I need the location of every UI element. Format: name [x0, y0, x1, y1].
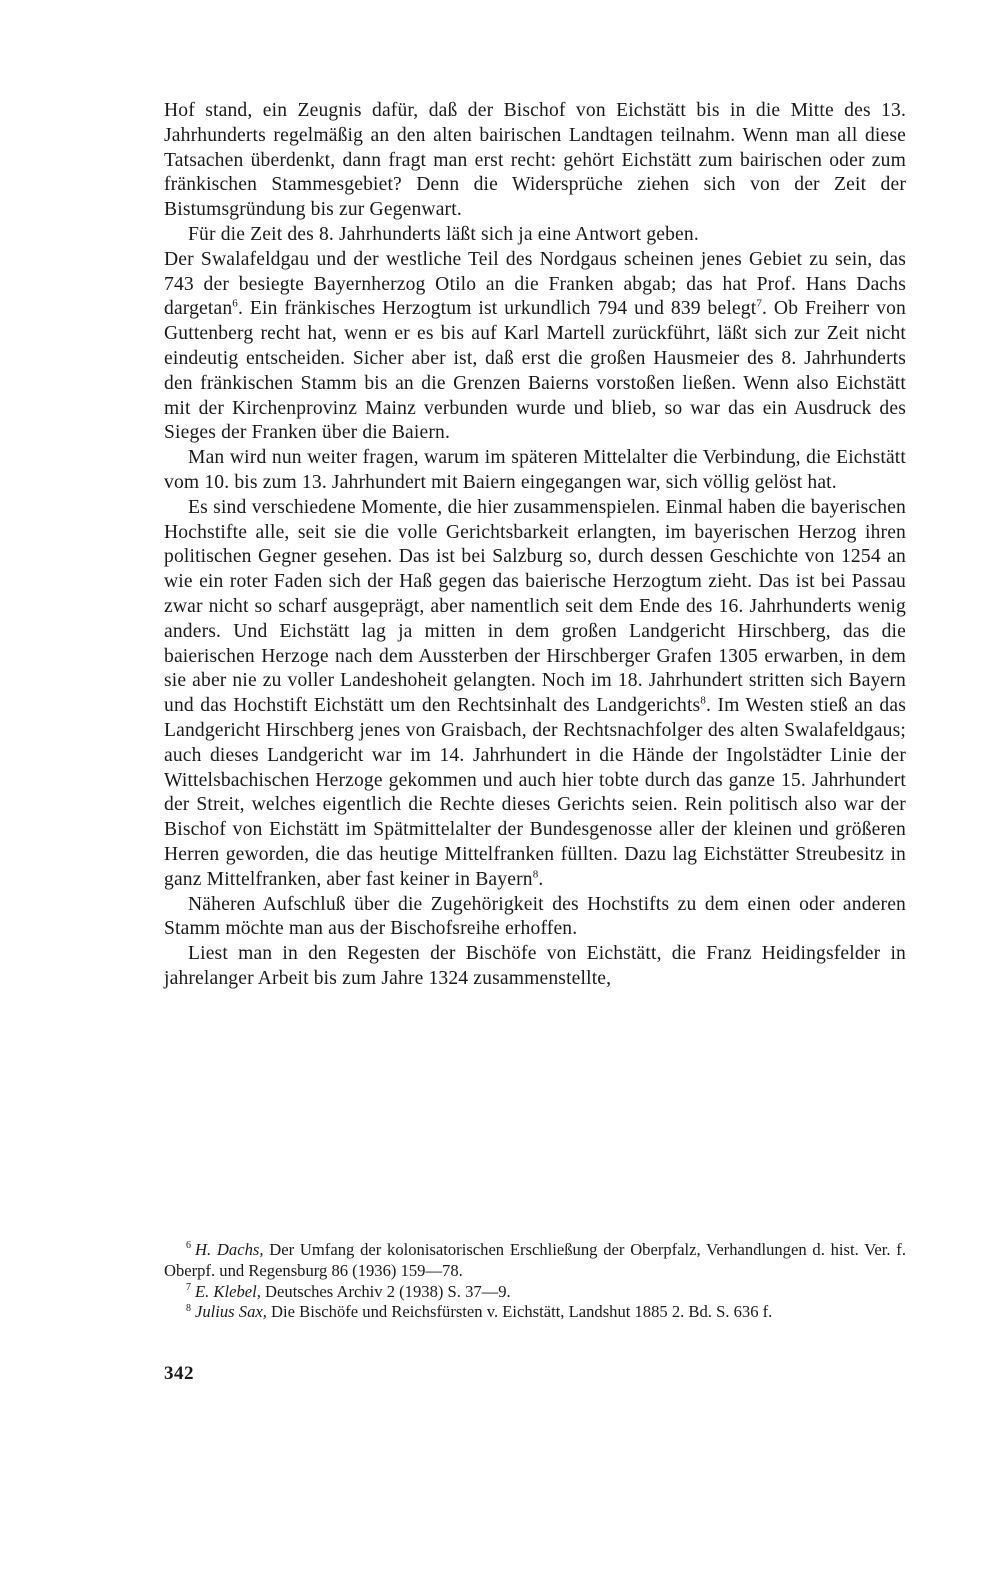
paragraph	[164, 446, 906, 496]
text-run: . Ob Freiherr von Guttenberg recht hat, wenn er es bis auf Karl Martell zurückführt, läßt sich zur Zeit nicht eindeutig entscheiden. Sicher aber ist, daß erst die großen Hausmeier des 8. Jahrhunderts den fränkischen Stamm bis an die Grenzen Baierns vorstoßen ließen. Wenn also Eichstätt mit der Kirchenprovinz Mainz verbunden wurde und blieb, so war das ein Ausdruck des Sieges der Franken über die Baiern.	[164, 298, 906, 444]
text-run: Man wird nun weiter fragen, warum im späteren Mittelalter die Verbindung, die Eichstätt vom 10. bis zum 13. Jahrhundert mit Baiern eingegangen war, sich völlig gelöst hat.	[164, 447, 906, 493]
footnote-reference: 8	[532, 868, 539, 881]
footnote-number: 8	[186, 1302, 191, 1314]
footnotes	[164, 1240, 906, 1323]
text-run: Liest man in den Regesten der Bischöfe von Eichstätt, die Franz Heidingsfelder in jahrelanger Arbeit bis zum Jahre 1324 zusammenstellte,	[164, 943, 906, 989]
footnote	[164, 1282, 906, 1303]
footnote-number: 7	[186, 1282, 191, 1294]
footnote	[164, 1240, 906, 1282]
footnote-text: Der Umfang der kolonisatorischen Erschließung der Oberpfalz, Verhandlungen d. hist. Ver. f. Oberpf. und Regensburg 86 (1936) 159—78.	[164, 1240, 906, 1280]
footnote-reference: 8	[700, 694, 706, 707]
text-run: Näheren Aufschluß über die Zugehörigkeit des Hochstifts zu dem einen oder anderen Stamm möchte man aus der Bischofsreihe erhoffen.	[164, 893, 906, 940]
text-run: . Im Westen stieß an das Landgericht Hirschberg jenes von Graisbach, der Rechtsnachfolger des alten Swalafeldgaus; auch dieses Landgericht war im 14. Jahrhundert in die Hände der Ingolstädter Linie der Wittelsbachischen Herzoge gekommen und auch hier tobte durch das ganze 15. Jahrhundert der Streit, welches eigentlich die Rechte dieses Gerichts seien. Rein politisch also war der Bischof von Eichstätt im Spätmittelalter der Bundesgenosse aller der kleinen und größeren Herren geworden, die das heutige Mittelfranken füllten. Dazu lag Eichstätter Streubesitz in ganz Mittelfranken, aber fast keiner in Bayern	[164, 695, 906, 890]
paragraph	[164, 248, 906, 446]
footnote-author: H. Dachs,	[195, 1240, 264, 1259]
paragraph	[164, 99, 906, 223]
footnote-text: Die Bischöfe und Reichsfürsten v. Eichstätt, Landshut 1885 2. Bd. S. 636 f.	[266, 1302, 773, 1322]
text-run: .	[538, 868, 544, 890]
text-run: . Ein fränkisches Herzogtum ist urkundlich 794 und 839 belegt	[237, 298, 757, 320]
footnote-number: 6	[186, 1240, 191, 1252]
text-run: Für die Zeit des 8. Jahrhunderts läßt sich ja eine Antwort geben.	[188, 223, 699, 245]
footnote-reference: 7	[756, 297, 762, 310]
paragraph	[164, 496, 906, 893]
text-run: Hof stand, ein Zeugnis dafür, daß der Bischof von Eichstätt bis in die Mitte des 13. Jahrhunderts regelmäßig an den alten bairischen Landtagen teilnahm. Wenn man all diese Tatsachen überdenkt, dann fragt man erst recht: gehört Eichstätt zum bairischen oder zum fränkischen Stammesgebiet? Denn die Widersprüche ziehen sich von der Zeit der Bistumsgründung bis zur Gegenwart.	[164, 100, 906, 221]
text-run: Es sind verschiedene Momente, die hier zusammenspielen. Einmal haben die bayerischen Hochstifte alle, seit sie die volle Gerichtsbarkeit erlangten, im bayerischen Herzog ihren politischen Gegner gesehen. Das ist bei Salzburg so, durch dessen Geschichte von 1254 an wie ein roter Faden sich der Haß gegen das baierische Herzogtum zieht. Das ist bei Passau zwar nicht so scharf ausgeprägt, aber namentlich seit dem Ende des 16. Jahrhunderts wenig anders. Und Eichstätt lag ja mitten in dem großen Landgericht Hirschberg, das die baierischen Herzoge nach dem Aussterben der Hirschberger Grafen 1305 erwarben, in dem sie aber nie zu voller Landeshoheit gelangten. Noch im 18. Jahrhundert stritten sich Bayern und das Hochstift Eichstätt um den Rechtsinhalt des Landgerichts	[164, 496, 906, 717]
paragraph	[164, 893, 906, 943]
text-run: Der Swalafeldgau und der westliche Teil des Nordgaus scheinen jenes Gebiet zu sein, das 743 der besiegte Bayernherzog Otilo an die Franken abgab; das hat Prof. Hans Dachs dargetan	[164, 248, 906, 320]
page-number: 342	[164, 1363, 194, 1384]
footnote-reference: 6	[232, 297, 238, 310]
footnote	[164, 1302, 906, 1323]
page-body	[164, 99, 906, 992]
paragraph	[164, 223, 906, 248]
footnote-text: Deutsches Archiv 2 (1938) S. 37—9.	[260, 1281, 511, 1301]
footnote-author: E. Klebel,	[195, 1281, 261, 1301]
body-text	[164, 99, 906, 992]
footnote-author: Julius Sax,	[195, 1302, 267, 1322]
paragraph	[164, 942, 906, 992]
